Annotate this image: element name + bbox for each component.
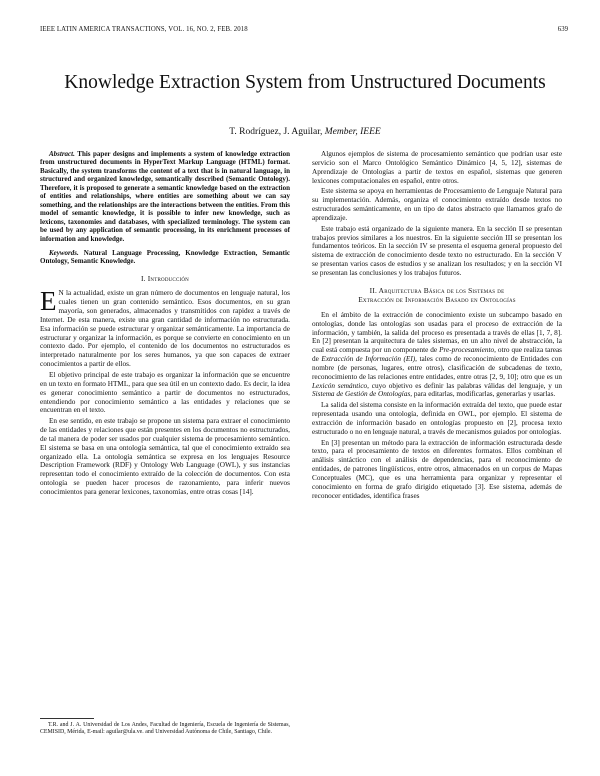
abstract bbox=[40, 150, 290, 243]
page-number: 639 bbox=[557, 26, 568, 33]
text-run-italic: Extracción de Información (EI), bbox=[321, 355, 417, 364]
abstract-text: This paper designs and implements a system of knowledge extraction from unstructured documents in HyperText Markup Language (HTML) format. Basically, the system transforms the content of a text that is in natural language, in structured and organized knowledge, semantically described (Semantic Ontology). Therefore, it is proposed to generate a semantic knowledge based on the extraction of entities and relationships, where entities are something about we can say something, and the relationships are the interactions between the entities. From this model of semantic knowledge, it is possible to infer new knowledge, such as lexicons, taxonomies and databases, with specialized terminology. The system can be used by any application of semantic processing, in its enrichment processes of information and knowledge. bbox=[40, 150, 291, 243]
author-names: T. Rodríguez, J. Aguilar, bbox=[229, 127, 323, 137]
intro-paragraph-1 bbox=[40, 286, 290, 369]
section-heading-introduction: I. Introducción bbox=[140, 273, 189, 283]
authors-line bbox=[40, 127, 570, 137]
right-paragraph-1: Algunos ejemplos de sistema de procesamiento semántico que podrían usar este servicio son el Marco Ontológico Semántico Dinámico [4, 5, 12], sistemas de Aprendizaje de Ontologías a partir de textos en español, sistemas que generen lexicones computacionales en español, entre otros. bbox=[312, 150, 562, 185]
text-run: para editarlas, modificarlas, generarlas y usarlas. bbox=[413, 390, 556, 399]
abstract-label: Abstract. bbox=[49, 150, 75, 158]
text-run-italic: Sistema de Gestión de Ontologías, bbox=[312, 390, 413, 399]
right-column bbox=[312, 150, 562, 503]
text-run: En el ámbito de la extracción de conocimiento existe un subcampo basado en ontologías, donde las ontologías son usadas para el proceso de extracción de la información, y también, la salida del proceso es presentada a través de ellas [1, 7, 8]. En [2] presentan la arquitectura de tales sistemas, en un alto nivel de abstracción, la cual está compuesta por un componente de bbox=[312, 310, 562, 355]
intro-paragraph-1-text: N la actualidad, existe un gran número de documentos en lenguaje natural, los cuales tienen un gran contenido semántico. Esos documentos, en su gran mayoría, son generados, almacenados y transmitidos con rapidez a través de Internet. De esta manera, existe una gran cantidad de información no estructurada. Esa información se puede estructurar y organizar semánticamente. La importancia de estructurar y organizar la información, es porque se convierte en conocimiento en un contexto dado. Por ejemplo, el contenido de los documentos no estructurados es interpretado naturalmente por los seres humanos, ya que son capaces de extraer conocimientos a partir de ellos. bbox=[40, 289, 290, 369]
text-run-italic: Pre-procesamiento, bbox=[439, 346, 496, 355]
architecture-paragraph-1 bbox=[312, 311, 562, 399]
author-membership: Member, IEEE bbox=[324, 127, 381, 137]
text-run-italic: Lexicón semántico bbox=[312, 381, 368, 390]
journal-header: IEEE LATIN AMERICA TRANSACTIONS, VOL. 16, NO. 2, FEB. 2018 bbox=[40, 26, 248, 33]
keywords-label: Keywords. bbox=[49, 248, 79, 257]
section-heading-architecture bbox=[312, 286, 562, 305]
keywords bbox=[40, 249, 290, 266]
footnote-divider bbox=[40, 718, 94, 719]
drop-cap: E bbox=[40, 286, 57, 317]
right-paragraph-3: Este trabajo está organizado de la siguiente manera. En la sección II se presentan trabajos previos similares a los nuestros. En la siguiente sección III se presentan los fundamentos teóricos. En la sección IV se presenta el esquema general propuesto del sistema de extracción de conocimiento desde texto no estructurado. En la sección V se presentan varios casos de estudios y se analizan los resultados; y en la sección VI se presentan las conclusiones y los trabajos futuros. bbox=[312, 224, 562, 277]
text-run: tales como de reconocimiento de Entidades con nombre (de personas, lugares, entre otros), clasificación de subcadenas de texto, reconocimiento de las relaciones entre entidades, entre otras [2, 9, 10]; otro que es un bbox=[312, 355, 563, 381]
right-paragraph-2: Este sistema se apoya en herramientas de Procesamiento de Lenguaje Natural para su implementación. Además, organiza el conocimiento extraído desde textos no estructurados semánticamente, en un tipo de datos abstracto que llamamos grafo de aprendizaje. bbox=[312, 187, 562, 222]
paper-title: Knowledge Extraction System from Unstructured Documents bbox=[64, 72, 546, 93]
text-run: otro que realiza tareas de bbox=[312, 346, 562, 364]
section-heading-line-1: II. Arquitectura Básica de los Sistemas de bbox=[369, 285, 505, 295]
author-affiliation-footnote: T.R. and J. A. Universidad de Los Andes, Facultad de Ingeniería, Escuela de Ingeniería de Sistemas, CEMISID, Mérida, E-mail: aguilar@ula.ve. and Universidad Autónoma de Chile, Santiago, Chile. bbox=[40, 722, 290, 736]
section-heading-line-2: Extracción de Información Basado en Ontologías bbox=[358, 295, 516, 305]
intro-paragraph-3: En ese sentido, en este trabajo se propone un sistema para extraer el conocimiento de las entidades y relaciones que están presentes en los documentos no estructurados, de tal manera de poder ser usados por cualquier sistema de procesamiento semántico. El sistema se basa en una ontología semántica, tal que el conocimiento extraído sea organizado ella. La ontología semántica se expresa en los lenguajes Resource Description Framework (RDF) y Ontology Web Language (OWL), y sus instancias representan todo el conocimiento extraído de la colección de documentos. Con esta ontología se pueden hacer procesos de razonamiento, para inferir nuevos conocimientos para generar lexicones, taxonomías, entre otras cosas [14]. bbox=[40, 417, 290, 496]
intro-paragraph-2: El objetivo principal de este trabajo es organizar la información que se encuentre en un texto en formato HTML, para que sea útil en un contexto dado. Es decir, la idea es generar conocimiento semántico a partir de documentos no estructurados, entendiendo por conocimiento semántico a las entidades y relaciones que se encuentran en el texto. bbox=[40, 370, 290, 415]
architecture-paragraph-2: La salida del sistema consiste en la información extraída del texto, que puede estar representada usando una ontología, definida en OWL, por ejemplo. El sistema de extracción de información basado en ontologías propuesto en [2], procesa texto estructurado o no en lenguaje natural, a través de mecanismos guiados por ontologías. bbox=[312, 401, 562, 436]
text-run: , cuyo objetivo es definir las palabras válidas del lenguaje, y un bbox=[367, 381, 562, 390]
keywords-text: Natural Language Processing, Knowledge Extraction, Semantic Ontology, Semantic Knowledge. bbox=[40, 248, 290, 266]
architecture-paragraph-3: En [3] presentan un método para la extracción de información estructurada desde texto, para el procesamiento de textos en diferentes formatos. Ellos combinan el análisis sintáctico con el análisis de dependencias, para el reconocimiento de entidades, de patrones lingüísticos, entre otros, almacenados en un corpus de Mapas Conceptuales (MC), que es una herramienta para organizar y representar el conocimiento en forma de grafo dirigido etiquetado [3]. Ese sistema, además de reconocer entidades, identifica frases bbox=[312, 438, 562, 500]
left-column bbox=[40, 150, 290, 499]
